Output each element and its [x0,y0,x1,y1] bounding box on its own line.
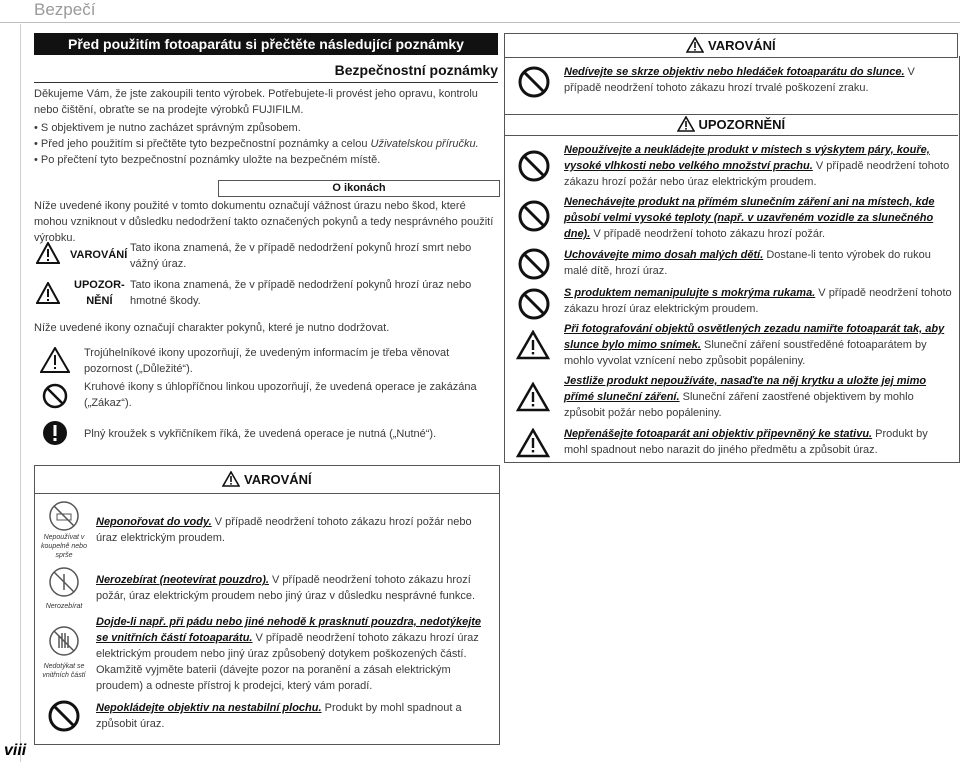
item-rest: V případě neodržení tohoto zákazu hrozí trvalé poškození zraku. [564,66,915,94]
item-bold: Nepokládejte objektiv na nestabilní plochu. [96,702,322,714]
icon-caption: Nepoužívat v koupelně nebo sprše [41,534,87,559]
item-rest: V případě neodržení tohoto zákazu hrozí požár nebo úraz elektrickým proudem. [96,516,472,544]
bullet-text: Před jeho použitím si přečtěte tyto bezpečnostní poznámky a celou [40,138,371,150]
warning-item [564,64,954,96]
prohibition-icon [48,700,80,732]
legend-caution-label [74,277,125,309]
list-item: • Po přečtení tyto bezpečnostní poznámky uložte na bezpečném místě. [34,154,381,166]
prohibition-icon [518,66,550,98]
item-bold: Uchovávejte mimo dosah malých dětí. [564,249,764,261]
warning-triangle-icon [686,37,704,53]
warning-title: VAROVÁNÍ [243,472,312,487]
caution-item [564,285,954,317]
character-text: Trojúhelníkové ikony upozorňují, že uvedeným informacím je třeba věnovat pozornost („Důležité“). [84,347,450,375]
list-item: • Před jeho použitím si přečtěte tyto bezpečnostní poznámky a celou Uživatelskou příručku. [34,138,479,150]
legend-warning-text: Tato ikona znamená, že v případě nedodržení pokynů hrozí smrt nebo vážný úraz. [130,242,472,270]
character-text: Kruhové ikony s úhlopříčnou linkou upozorňují, že uvedená operace je zakázána („Zákaz“). [84,381,477,409]
bottom-item [96,572,488,604]
caution-triangle-icon [516,330,550,360]
item-bold: Při fotografování objektů osvětlených zezadu namiřte fotoaparát tak, aby slunce bylo mimo snímek. [564,323,945,351]
item-rest: V případě neodržení tohoto zákazu hrozí požár nebo úraz elektrickým proudem. [564,160,950,188]
warning-heading [504,33,958,58]
icons-intro: Níže uvedené ikony použité v tomto dokumentu označují vážnost úrazu nebo škod, které mohou vzniknout v důsledku nedodržení takto označených pokynů a tedy nesprávného použití výrobku. [34,200,494,244]
bottom-item [96,700,488,732]
item-bold: Nedívejte se skrze objektiv nebo hledáček fotoaparátu do slunce. [564,66,905,78]
item-rest: Dostane-li tento výrobek do rukou malé dítě, hrozí úraz. [564,249,931,277]
item-rest: Produkt by mohl spadnout nebo narazit do jiného předmětu a způsobit úraz. [564,428,928,456]
prohibition-icon [42,383,68,409]
item-rest: Sluneční záření zaostřené objektivem by mohlo způsobit požár nebo popáleniny. [564,391,914,419]
caution-item [564,426,954,458]
bullet-list [34,120,500,168]
caution-title: UPOZORNĚNÍ [698,117,786,132]
item-rest: Sluneční záření soustředěné fotoaparátem by mohlo vyvolat vznícení nebo způsobit popáleniny. [564,339,927,367]
legend-caution-text: Tato ikona znamená, že v případě nedodržení pokynů hrozí úraz nebo hmotné škody. [130,279,472,307]
item-bold: S produktem nemanipulujte s mokrýma rukama. [564,287,816,299]
intro-text: Děkujeme Vám, že jste zakoupili tento výrobek. Potřebujete-li provést jeho opravu, kontrolu nebo čištění, obraťte se na prodejte výrobků FUJIFILM. [34,88,478,116]
bullet-text: S objektivem je nutno zacházet správným způsobem. [40,122,301,134]
legend-warning-label: VAROVÁNÍ [70,249,128,261]
character-intro: Níže uvedené ikony označují charakter pokynů, které je nutno dodržovat. [34,322,390,334]
section-title: Bezpečnostní poznámky [334,62,498,78]
page-number: viii [4,742,27,759]
banner: Před použitím fotoaparátu si přečtěte následující poznámky [34,33,498,55]
bullet-text: Po přečtení tyto bezpečnostní poznámky uložte na bezpečném místě. [40,154,381,166]
caution-triangle-icon [36,282,60,304]
caution-item [564,247,954,279]
section-rule [34,82,498,83]
icon-caption: Nedotýkat se vnitřních částí [42,663,86,679]
item-bold: Dojde-li např. při pádu nebo jiné nehodě k prasknutí pouzdra, nedotýkejte se vnitřních částí fotoaparátu. [96,616,482,644]
item-rest: Produkt by mohl spadnout a způsobit úraz. [96,702,462,730]
header-rule [0,22,960,23]
item-bold: Nerozebírat (neotevírat pouzdro). [96,574,269,586]
side-rule [20,24,21,762]
caution-triangle-icon [516,382,550,412]
item-rest: V případě neodržení tohoto zákazu hrozí požár. [590,228,826,240]
bullet-text-italic: Uživatelskou příručku. [370,138,479,150]
caution-item [564,142,954,190]
caution-triangle-icon [516,428,550,458]
legend-caution-label-line: UPOZOR- [74,279,125,291]
legend-caution-label-line: NĚNÍ [86,295,113,307]
bottom-item [96,614,488,694]
caution-heading [504,114,958,136]
no-touch-icon [48,624,80,658]
triangle-exclamation-icon [40,347,70,373]
item-bold: Jestliže produkt nepoužíváte, nasaďte na něj krytku a uložte jej mimo přímé sluneční záření. [564,375,927,403]
caution-item [564,194,954,242]
bottom-warning-heading [34,465,500,494]
item-bold: Nepoužívejte a neukládejte produkt v místech s výskytem páry, kouře, vysoké vlhkosti nebo velkého množství prachu. [564,144,930,172]
character-text: Plný kroužek s vykřičníkem říká, že uvedená operace je nutná („Nutné“). [84,428,437,440]
prohibition-icon [518,248,550,280]
mandatory-circle-icon [42,420,68,446]
list-item: • S objektivem je nutno zacházet správným způsobem. [34,122,301,134]
warning-triangle-icon [36,242,60,264]
warning-title: VAROVÁNÍ [707,38,776,53]
icons-heading: O ikonách [218,180,500,197]
warning-triangle-icon [222,471,240,487]
item-rest: V případě neodržení tohoto zákazu hrozí úraz elektrickým proudem nebo jiný úraz způsobený dotykem poškozených částí. Okamžitě vyjměte baterii (dávejte pozor na poranění a zásah elektrickým proudem) a odneste přístroj k prodejci, který vám poradí. [96,632,479,692]
item-bold: Nepřenášejte fotoaparát ani objektiv připevněný ke stativu. [564,428,873,440]
item-bold: Nenechávejte produkt na přímém slunečním záření ani na místech, kde působí velmi vysoké teploty (např. v uzavřeném vozidle za slunečného dne). [564,196,935,240]
caution-item [564,321,954,369]
page-header-title: Bezpečí [34,0,96,19]
bottom-item [96,514,488,546]
prohibition-icon [518,150,550,182]
no-disassemble-icon [48,566,80,598]
item-bold: Neponořovat do vody. [96,516,212,528]
prohibition-icon [518,288,550,320]
item-rest: V případě neodržení tohoto zákazu hrozí úraz elektrickým proudem. [564,287,952,315]
no-water-icon [48,500,80,532]
item-rest: V případě neodržení tohoto zákazu hrozí požár, úraz elektrickým proudem nebo jiný úraz v důsledku nesprávné funkce. [96,574,476,602]
prohibition-icon [518,200,550,232]
icon-caption: Nerozebírat [45,603,83,610]
caution-triangle-icon [677,116,695,132]
caution-item [564,373,954,421]
